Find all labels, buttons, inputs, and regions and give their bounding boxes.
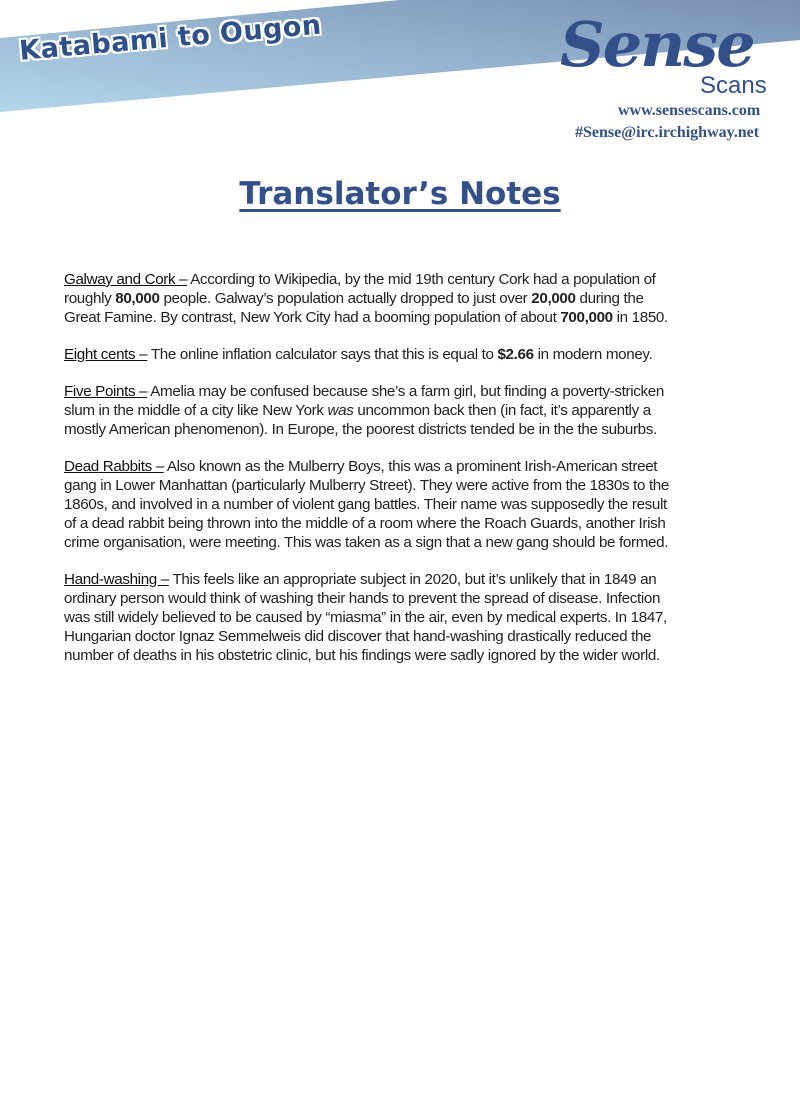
note-line bbox=[64, 382, 764, 401]
note-item bbox=[64, 345, 764, 364]
note-term: Eight cents – bbox=[64, 346, 148, 363]
note-text: Hungarian doctor Ignaz Semmelweis did discover that hand-washing drastically reduced the bbox=[64, 628, 652, 645]
note-text: was still widely believed to be caused by “miasma” in the air, even by medical experts. In 1847, bbox=[64, 609, 667, 626]
note-text: gang in Lower Manhattan (particularly Mulberry Street). They were active from the 1830s to the bbox=[64, 477, 670, 494]
note-item bbox=[64, 382, 764, 439]
bold-figure: 700,000 bbox=[560, 309, 613, 326]
note-line bbox=[64, 457, 764, 476]
note-text: Great Famine. By contrast, New York City had a booming population of about bbox=[64, 309, 561, 326]
note-line bbox=[64, 345, 764, 364]
note-text: roughly bbox=[64, 290, 116, 307]
note-text: uncommon back then (in fact, it’s apparently a bbox=[353, 402, 651, 419]
bold-figure: 80,000 bbox=[115, 290, 160, 307]
note-text: in 1850. bbox=[612, 309, 668, 326]
note-text: during the bbox=[575, 290, 644, 307]
note-line bbox=[64, 476, 764, 495]
bold-figure: $2.66 bbox=[497, 346, 534, 363]
note-item bbox=[64, 570, 764, 665]
note-line bbox=[64, 570, 764, 589]
note-text: This feels like an appropriate subject in 2020, but it’s unlikely that in 1849 an bbox=[168, 571, 657, 588]
note-line bbox=[64, 308, 764, 327]
note-line bbox=[64, 420, 764, 439]
note-text: Also known as the Mulberry Boys, this was a prominent Irish-American street bbox=[163, 458, 658, 475]
page-title: Translator’s Notes bbox=[239, 176, 561, 212]
note-text: number of deaths in his obstetric clinic, but his findings were sadly ignored by the wider world. bbox=[64, 647, 660, 664]
series-title: Katabami to Ougon bbox=[18, 9, 323, 67]
note-line bbox=[64, 495, 764, 514]
note-term: Galway and Cork – bbox=[64, 271, 188, 288]
note-text: slum in the middle of a city like New York bbox=[64, 402, 328, 419]
logo-name: Sense bbox=[560, 8, 754, 81]
note-text: people. Galway’s population actually dropped to just over bbox=[159, 290, 532, 307]
note-line bbox=[64, 608, 764, 627]
note-term: Dead Rabbits – bbox=[64, 458, 164, 475]
note-item bbox=[64, 270, 764, 327]
note-line bbox=[64, 270, 764, 289]
note-item bbox=[64, 457, 764, 552]
note-term: Five Points – bbox=[64, 383, 148, 400]
note-text: ordinary person would think of washing their hands to prevent the spread of disease. Infection bbox=[64, 590, 661, 607]
note-text: 1860s, and involved in a number of violent gang battles. Their name was supposedly the result bbox=[64, 496, 667, 513]
note-line bbox=[64, 401, 764, 420]
website-link[interactable]: www.sensescans.com bbox=[618, 102, 761, 119]
note-text: in modern money. bbox=[533, 346, 653, 363]
note-line bbox=[64, 289, 764, 308]
note-line bbox=[64, 533, 764, 552]
notes-list bbox=[64, 270, 764, 683]
note-text: According to Wikipedia, by the mid 19th century Cork had a population of bbox=[187, 271, 656, 288]
note-term: Hand-washing – bbox=[64, 571, 169, 588]
note-text: mostly American phenomenon). In Europe, the poorest districts tended be in the the suburbs. bbox=[64, 421, 657, 438]
bold-figure: 20,000 bbox=[531, 290, 576, 307]
note-text: The online inflation calculator says that this is equal to bbox=[147, 346, 498, 363]
note-text: of a dead rabbit being thrown into the middle of a room where the Roach Guards, another Irish bbox=[64, 515, 666, 532]
note-line bbox=[64, 646, 764, 665]
note-text: crime organisation, were meeting. This was taken as a sign that a new gang should be formed. bbox=[64, 534, 669, 551]
logo-sub: Scans bbox=[700, 72, 767, 99]
scanlator-logo bbox=[560, 8, 790, 148]
irc-channel: #Sense@irc.irchighway.net bbox=[575, 124, 760, 141]
note-line bbox=[64, 589, 764, 608]
note-line bbox=[64, 514, 764, 533]
note-line bbox=[64, 627, 764, 646]
italic-text: was bbox=[327, 402, 354, 419]
note-text: Amelia may be confused because she’s a farm girl, but finding a poverty-stricken bbox=[147, 383, 664, 400]
